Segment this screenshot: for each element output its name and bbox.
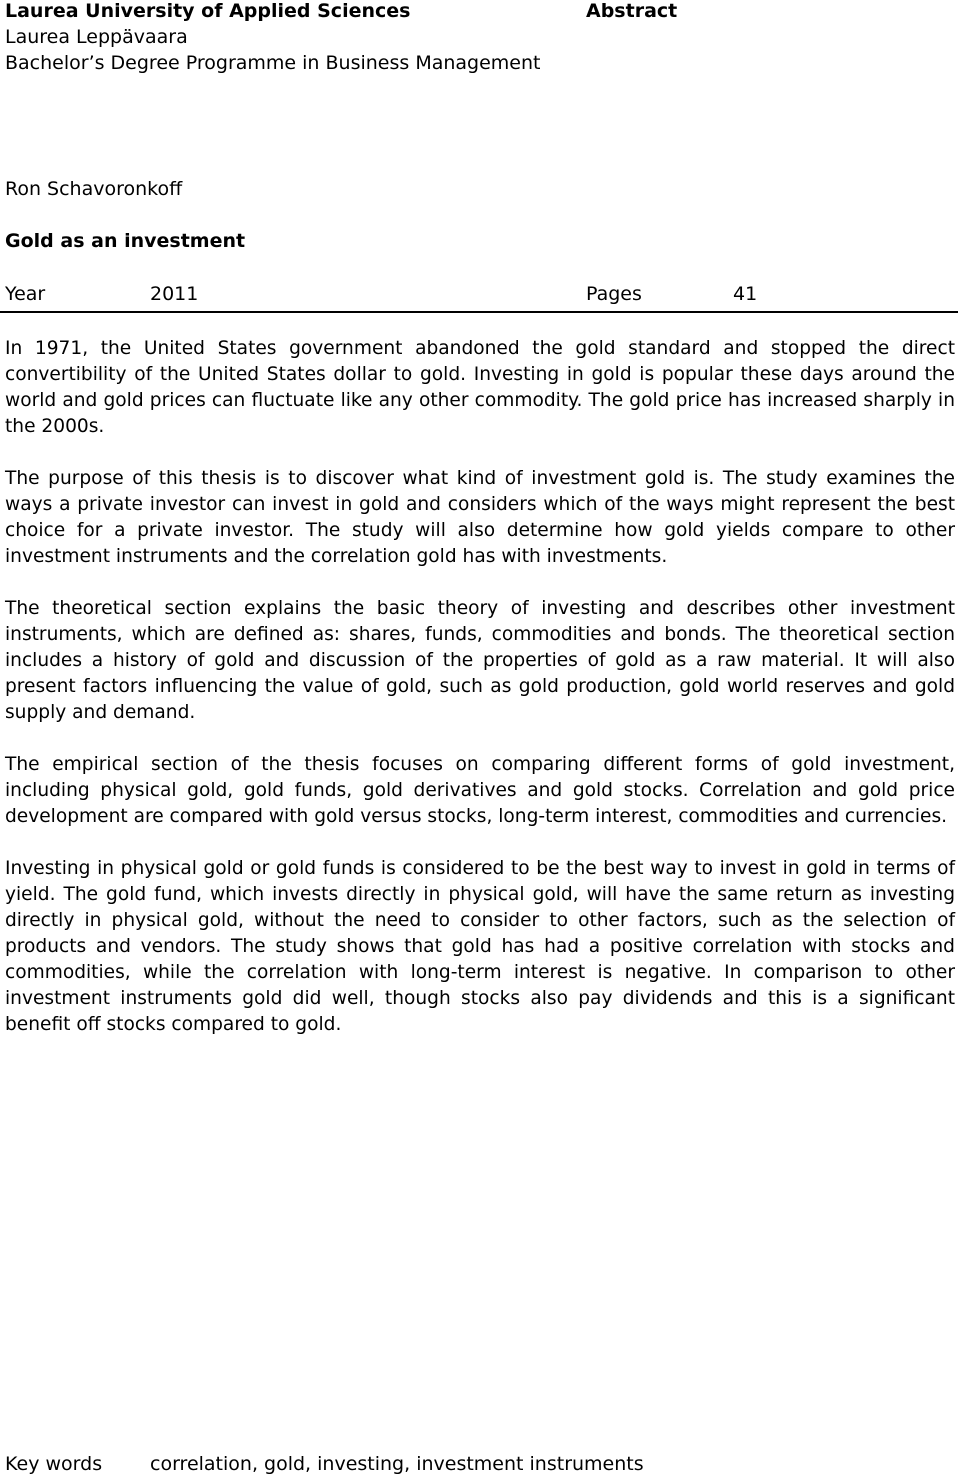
abstract-paragraph: The theoretical section explains the basic theory of investing and describes other investment instruments, which are defined as: shares, funds, commodities and bonds. The theoretical section includes a history of gold and discussion of the properties of gold as a raw material. It will also present factors influencing the value of gold, such as gold production, gold world reserves and gold supply and demand.: [5, 598, 955, 723]
abstract-paragraph: In 1971, the United States government abandoned the gold standard and stopped the direct convertibility of the United States dollar to gold. Investing in gold is popular these days around the world and gold prices can fluctuate like any other commodity. The gold price has increased sharply in the 2000s.: [5, 338, 955, 437]
author-name: Ron Schavoronkoff: [5, 178, 183, 200]
thesis-title: Gold as an investment: [5, 230, 246, 252]
keywords-label: Key words: [5, 1453, 103, 1475]
abstract-paragraph: The empirical section of the thesis focuses on comparing different forms of gold investment, including physical gold, gold funds, gold derivatives and gold stocks. Correlation and gold price development are compared with gold versus stocks, long-term interest, commodities and currencies.: [5, 754, 955, 827]
abstract-paragraph: The purpose of this thesis is to discover what kind of investment gold is. The study examines the ways a private investor can invest in gold and considers which of the ways might represent the best choice for a private investor. The study will also determine how gold yields compare to other investment instruments and the correlation gold has with investments.: [5, 468, 955, 567]
keywords-value: correlation, gold, investing, investment instruments: [150, 1453, 644, 1475]
abstract-paragraph: Investing in physical gold or gold funds is considered to be the best way to invest in gold in terms of yield. The gold fund, which invests directly in physical gold, will have the same return as investing directly in physical gold, without the need to consider to other factors, such as the selection of products and vendors. The study shows that gold has had a positive correlation with stocks and commodities, while the correlation with long-term interest is negative. In comparison to other investment instruments gold did well, though stocks also pay dividends and this is a significant benefit off stocks compared to gold.: [5, 858, 955, 1035]
year-label: Year: [5, 283, 46, 305]
document-type-heading: Abstract: [586, 0, 678, 22]
meta-row: [0, 281, 958, 313]
abstract-body: [5, 336, 955, 1064]
campus-name: Laurea Leppävaara: [5, 26, 188, 48]
header-institution-block: [5, 0, 541, 76]
programme-name: Bachelor’s Degree Programme in Business Management: [5, 52, 541, 74]
university-name: Laurea University of Applied Sciences: [5, 0, 411, 22]
pages-value: 41: [733, 283, 758, 305]
year-value: 2011: [150, 283, 199, 305]
pages-label: Pages: [586, 283, 642, 305]
